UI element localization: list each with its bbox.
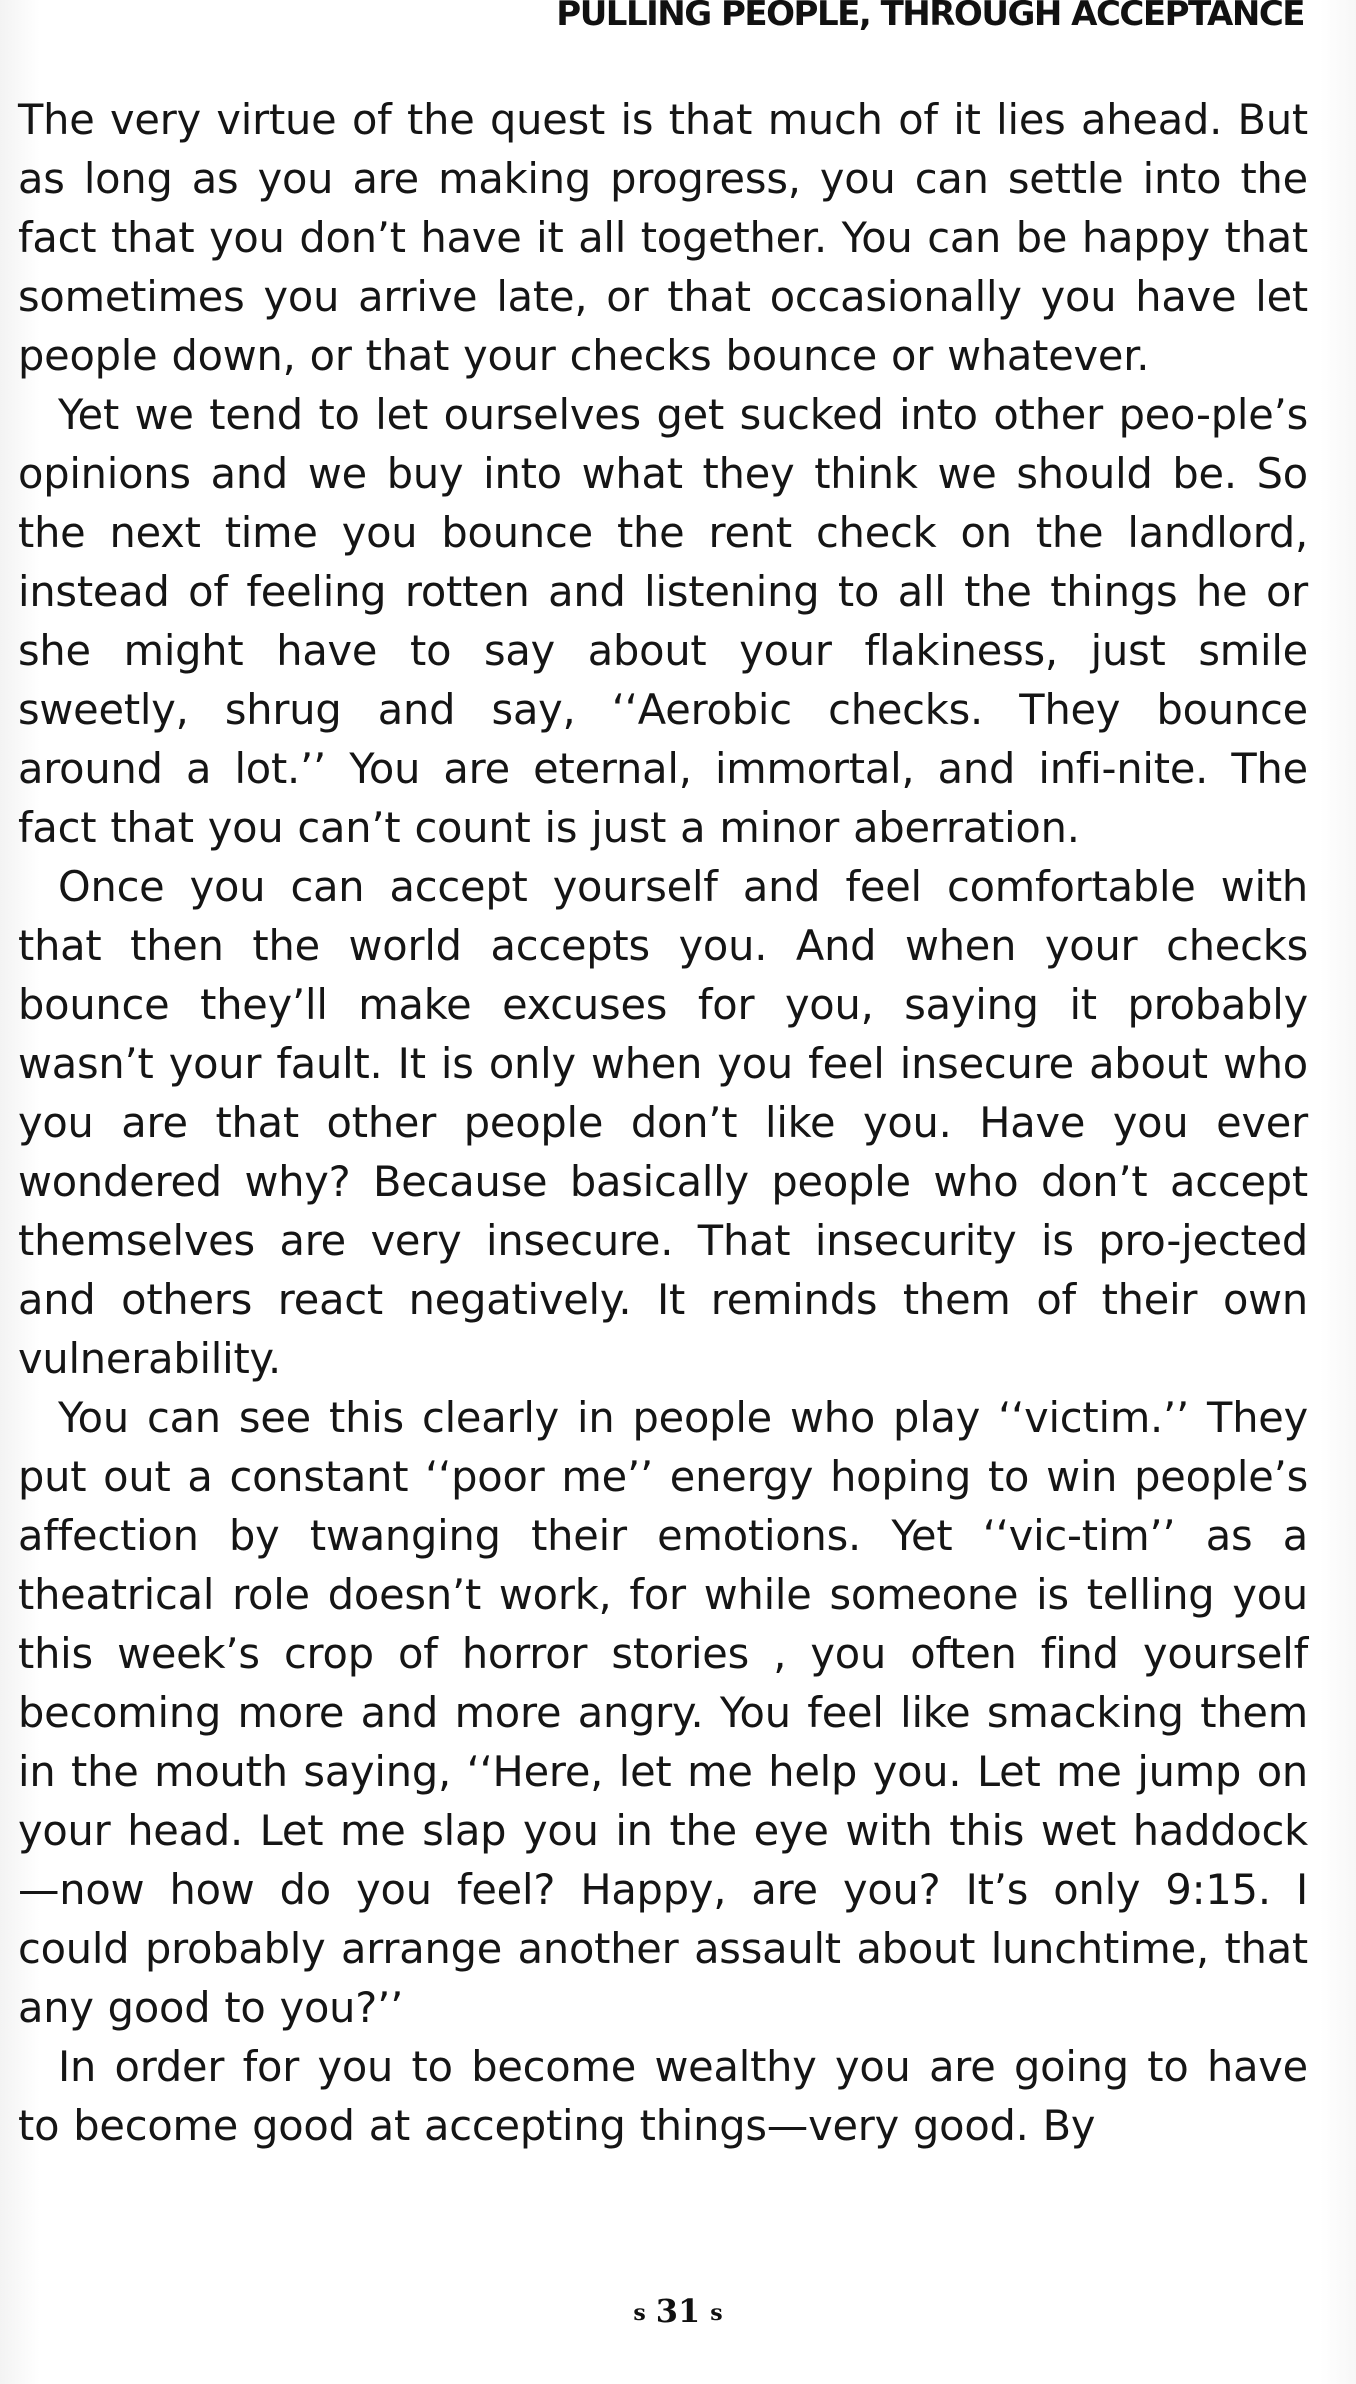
paragraph-2: Yet we tend to let ourselves get sucked into other peo-ple’s opinions and we buy into what they think we should be. So the next time you bounce the rent check on the landlord, instead of feeling rotten and listening to all the things he or she might have to say about your flakiness, just smile sweetly, shrug and say, ‘‘Aerobic checks. They bounce around a lot.’’ You are eternal, immortal, and infi-nite. The fact that you can’t count is just a minor aberration.: [18, 390, 1308, 852]
folio-ornament-left: s: [633, 2300, 646, 2326]
paragraph-4: You can see this clearly in people who play ‘‘victim.’’ They put out a constant ‘‘poor me’’ energy hoping to win people’s affection by twanging their emotions. Yet ‘‘vic-tim’’ as a theatrical role doesn’t work, for while someone is telling you this week’s crop of horror stories , you often find yourself becoming more and more angry. You feel like smacking them in the mouth saying, ‘‘Here, let me help you. Let me jump on your head. Let me slap you in the eye with this wet haddock—now how do you feel? Happy, are you? It’s only 9:15. I could probably arrange another assault about lunchtime, that any good to you?’’: [18, 1393, 1308, 2032]
paragraph-3: Once you can accept yourself and feel comfortable with that then the world accepts you. And when your checks bounce they’ll make excuses for you, saying it probably wasn’t your fault. It is only when you feel insecure about who you are that other people don’t like you. Have you ever wondered why? Because basically people who don’t accept themselves are very insecure. That insecurity is pro-jected and others react negatively. It reminds them of their own vulnerability.: [18, 862, 1308, 1383]
page-number: 31: [655, 2292, 701, 2330]
paragraph-5: In order for you to become wealthy you are going to have to become good at accepting things—very good. By: [18, 2042, 1308, 2150]
page-number-footer: [0, 2292, 1356, 2330]
body-text: [18, 90, 1308, 2155]
running-head: PULLING PEOPLE, THROUGH ACCEPTANCE: [556, 0, 1304, 34]
folio-ornament-right: s: [710, 2300, 723, 2326]
paragraph-1: The very virtue of the quest is that much of it lies ahead. But as long as you are making progress, you can settle into the fact that you don’t have it all together. You can be happy that sometimes you arrive late, or that occasionally you have let people down, or that your checks bounce or whatever.: [18, 95, 1308, 380]
